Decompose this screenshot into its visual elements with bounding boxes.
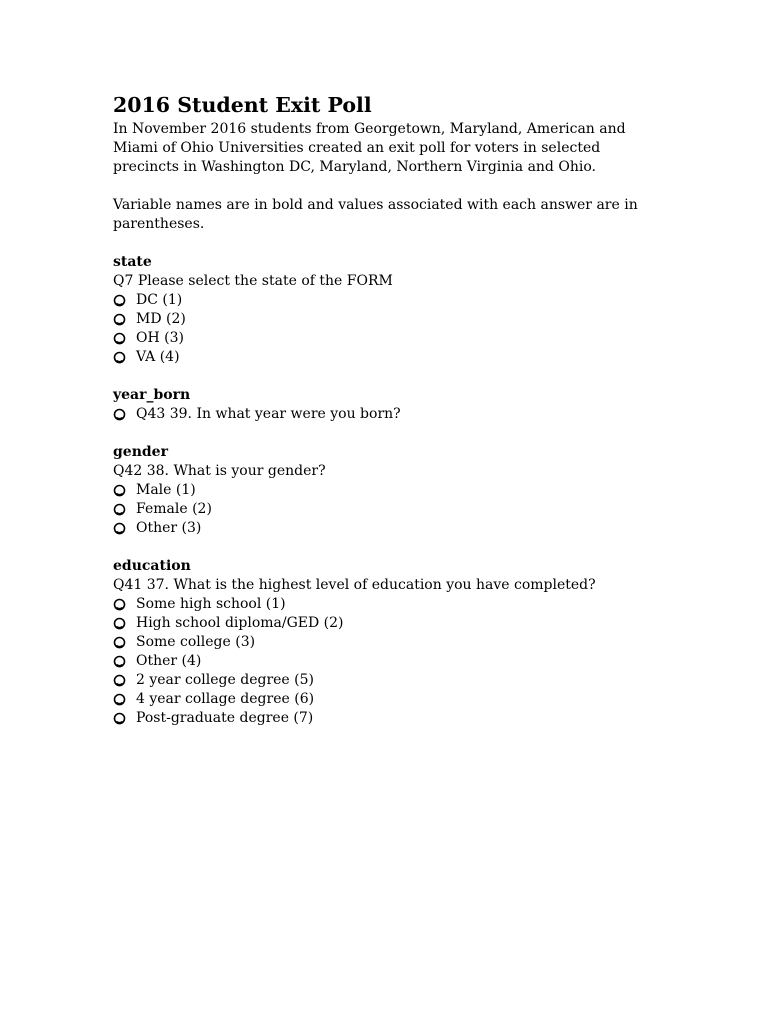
radio-button-icon bbox=[113, 522, 126, 535]
option-item bbox=[113, 595, 653, 614]
option-list bbox=[113, 481, 653, 538]
option-item bbox=[113, 519, 653, 538]
option-item bbox=[113, 481, 653, 500]
page-title: 2016 Student Exit Poll bbox=[113, 93, 372, 117]
option-label: Q43 39. In what year were you born? bbox=[136, 406, 401, 422]
option-item bbox=[113, 690, 653, 709]
section-state bbox=[113, 253, 653, 367]
variable-sections bbox=[113, 253, 653, 728]
intro-paragraph: In November 2016 students from Georgetown, Maryland, American and Miami of Ohio Universities created an exit poll for voters in selected precincts in Washington DC, Maryland, Northern Virginia and Ohio. bbox=[113, 121, 626, 175]
option-label: Post-graduate degree (7) bbox=[136, 710, 314, 726]
radio-button-icon bbox=[113, 674, 126, 687]
option-label: Other (3) bbox=[136, 520, 202, 536]
option-label: OH (3) bbox=[136, 330, 184, 346]
variable-name: gender bbox=[113, 444, 168, 460]
radio-button-icon bbox=[113, 598, 126, 611]
option-item bbox=[113, 348, 653, 367]
question-text: Q41 37. What is the highest level of education you have completed? bbox=[113, 577, 596, 593]
radio-button-icon bbox=[113, 332, 126, 345]
variable-name: state bbox=[113, 254, 152, 270]
radio-button-icon bbox=[113, 617, 126, 630]
radio-button-icon bbox=[113, 408, 126, 421]
section-year-born bbox=[113, 386, 653, 424]
option-item bbox=[113, 291, 653, 310]
option-label: Some high school (1) bbox=[136, 596, 286, 612]
option-item bbox=[113, 633, 653, 652]
variable-name: year_born bbox=[113, 387, 191, 403]
option-list bbox=[113, 405, 653, 424]
radio-button-icon bbox=[113, 294, 126, 307]
option-label: Some college (3) bbox=[136, 634, 256, 650]
question-text: Q42 38. What is your gender? bbox=[113, 463, 326, 479]
option-list bbox=[113, 291, 653, 367]
option-item bbox=[113, 709, 653, 728]
option-item bbox=[113, 310, 653, 329]
option-label: 2 year college degree (5) bbox=[136, 672, 315, 688]
option-label: High school diploma/GED (2) bbox=[136, 615, 344, 631]
option-label: DC (1) bbox=[136, 292, 183, 308]
option-label: Other (4) bbox=[136, 653, 202, 669]
radio-button-icon bbox=[113, 712, 126, 725]
option-label: MD (2) bbox=[136, 311, 186, 327]
option-item bbox=[113, 614, 653, 633]
radio-button-icon bbox=[113, 655, 126, 668]
option-label: Male (1) bbox=[136, 482, 196, 498]
option-label: 4 year collage degree (6) bbox=[136, 691, 315, 707]
option-item bbox=[113, 405, 653, 424]
radio-button-icon bbox=[113, 503, 126, 516]
radio-button-icon bbox=[113, 484, 126, 497]
option-label: Female (2) bbox=[136, 501, 212, 517]
section-education bbox=[113, 557, 653, 728]
question-text: Q7 Please select the state of the FORM bbox=[113, 273, 393, 289]
variable-name: education bbox=[113, 558, 191, 574]
radio-button-icon bbox=[113, 351, 126, 364]
option-item bbox=[113, 329, 653, 348]
option-item bbox=[113, 500, 653, 519]
radio-button-icon bbox=[113, 636, 126, 649]
radio-button-icon bbox=[113, 313, 126, 326]
document-content bbox=[113, 92, 653, 747]
section-gender bbox=[113, 443, 653, 538]
option-label: VA (4) bbox=[136, 349, 180, 365]
option-item bbox=[113, 671, 653, 690]
option-item bbox=[113, 652, 653, 671]
radio-button-icon bbox=[113, 693, 126, 706]
option-list bbox=[113, 595, 653, 728]
note-paragraph: Variable names are in bold and values associated with each answer are in parentheses. bbox=[113, 197, 638, 232]
